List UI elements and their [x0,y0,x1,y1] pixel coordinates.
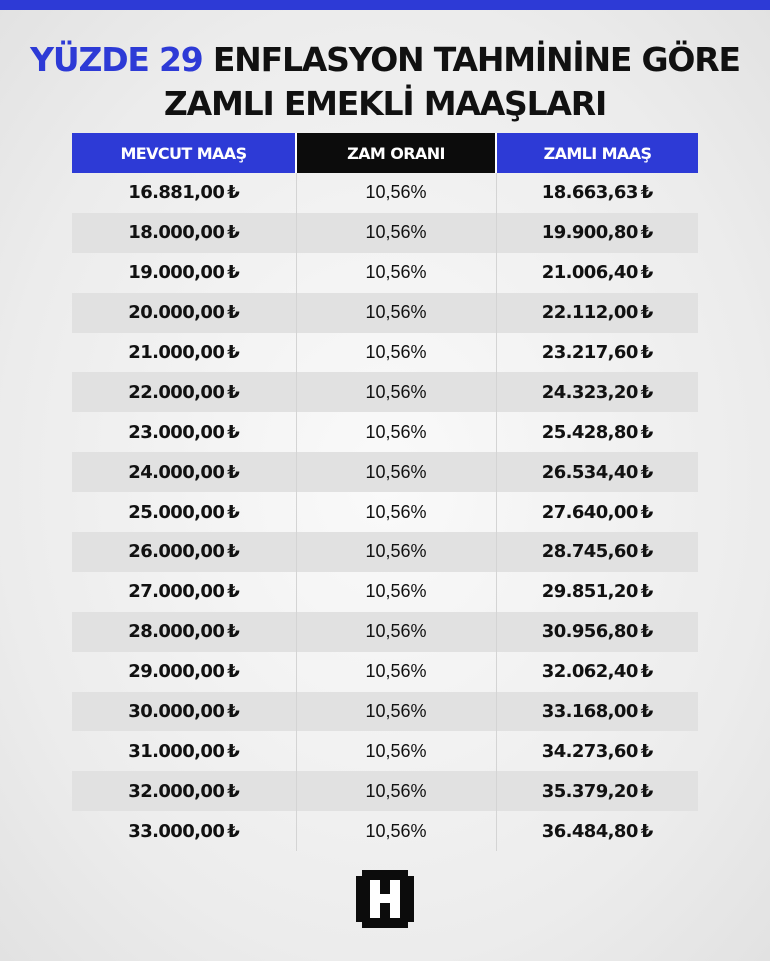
raised-salary-cell [496,532,698,572]
currency-symbol: ₺ [640,581,653,603]
currency-symbol: ₺ [227,461,240,483]
raise-rate-cell [296,731,496,771]
cell-value: 10,56% [365,222,427,243]
currency-symbol: ₺ [227,501,240,523]
cell-value: 28.745,60 [541,541,638,563]
cell-value: 32.000,00 [128,780,225,802]
raised-salary-cell [496,372,698,412]
cell-value: 10,56% [365,740,427,761]
cell-value: 30.956,80 [541,621,638,643]
currency-symbol: ₺ [640,501,653,523]
cell-value: 10,56% [365,780,427,801]
current-salary-cell [72,532,296,572]
cell-value: 29.851,20 [541,581,638,603]
header-current-salary: MEVCUT MAAŞ [72,133,296,173]
cell-value: 18.663,63 [541,182,638,204]
table-row [72,731,698,771]
currency-symbol: ₺ [227,621,240,643]
table-row [72,412,698,452]
raise-rate-cell [296,333,496,373]
currency-symbol: ₺ [227,701,240,723]
raise-rate-cell [296,811,496,851]
currency-symbol: ₺ [640,302,653,324]
currency-symbol: ₺ [227,182,240,204]
raise-rate-cell [296,452,496,492]
currency-symbol: ₺ [640,421,653,443]
current-salary-cell [72,293,296,333]
table-row [72,293,698,333]
table-row [72,771,698,811]
cell-value: 31.000,00 [128,740,225,762]
cell-value: 19.000,00 [128,262,225,284]
cell-value: 10,56% [365,820,427,841]
currency-symbol: ₺ [227,541,240,563]
raise-rate-cell [296,692,496,732]
cell-value: 22.000,00 [128,381,225,403]
cell-value: 26.000,00 [128,541,225,563]
currency-symbol: ₺ [640,262,653,284]
currency-symbol: ₺ [640,780,653,802]
currency-symbol: ₺ [227,820,240,842]
raised-salary-cell [496,612,698,652]
cell-value: 21.006,40 [541,262,638,284]
raised-salary-cell [496,253,698,293]
raise-rate-cell [296,532,496,572]
raised-salary-cell [496,652,698,692]
cell-value: 35.379,20 [541,780,638,802]
raised-salary-cell [496,452,698,492]
table-row [72,213,698,253]
cell-value: 33.168,00 [541,701,638,723]
currency-symbol: ₺ [227,581,240,603]
cell-value: 10,56% [365,182,427,203]
cell-value: 29.000,00 [128,661,225,683]
cell-value: 27.000,00 [128,581,225,603]
table-row [72,811,698,851]
cell-value: 36.484,80 [541,820,638,842]
raised-salary-cell [496,731,698,771]
current-salary-cell [72,333,296,373]
cell-value: 10,56% [365,661,427,682]
cell-value: 23.217,60 [541,342,638,363]
raise-rate-cell [296,372,496,412]
cell-value: 26.534,40 [541,461,638,483]
current-salary-cell [72,173,296,213]
table-row [72,692,698,732]
table-row [72,173,698,213]
current-salary-cell [72,692,296,732]
table-row [72,253,698,293]
cell-value: 10,56% [365,381,427,402]
raised-salary-cell [496,492,698,532]
raise-rate-cell [296,492,496,532]
currency-symbol: ₺ [640,820,653,842]
current-salary-cell [72,372,296,412]
currency-symbol: ₺ [227,302,240,324]
currency-symbol: ₺ [227,262,240,284]
table-body [72,173,698,851]
cell-value: 10,56% [365,701,427,722]
cell-value: 10,56% [365,541,427,562]
table-row [72,333,698,373]
cell-value: 22.112,00 [541,302,638,324]
cell-value: 10,56% [365,421,427,442]
cell-value: 34.273,60 [541,740,638,762]
current-salary-cell [72,811,296,851]
raise-rate-cell [296,771,496,811]
h-logo-icon [356,870,414,928]
header-raised-salary: ZAMLI MAAŞ [496,133,698,173]
title-rest: ENFLASYON TAHMİNİNE GÖRE [212,40,740,79]
cell-value: 30.000,00 [128,701,225,723]
currency-symbol: ₺ [640,222,653,244]
raise-rate-cell [296,213,496,253]
raised-salary-cell [496,771,698,811]
table-row [72,612,698,652]
raised-salary-cell [496,333,698,373]
current-salary-cell [72,213,296,253]
currency-symbol: ₺ [640,661,653,683]
cell-value: 10,56% [365,581,427,602]
cell-value: 16.881,00 [128,182,225,204]
current-salary-cell [72,771,296,811]
cell-value: 25.428,80 [541,421,638,443]
cell-value: 10,56% [365,621,427,642]
current-salary-cell [72,652,296,692]
cell-value: 10,56% [365,342,427,362]
currency-symbol: ₺ [640,461,653,483]
raise-rate-cell [296,572,496,612]
current-salary-cell [72,731,296,771]
currency-symbol: ₺ [640,740,653,762]
table-row [72,492,698,532]
cell-value: 25.000,00 [128,501,225,523]
cell-value: 23.000,00 [128,421,225,443]
current-salary-cell [72,253,296,293]
title-line-1 [0,38,770,82]
raised-salary-cell [496,572,698,612]
currency-symbol: ₺ [640,621,653,643]
title-accent: YÜZDE 29 [30,40,203,79]
raised-salary-cell [496,692,698,732]
cell-value: 21.000,00 [128,342,225,363]
cell-value: 28.000,00 [128,621,225,643]
cell-value: 24.000,00 [128,461,225,483]
currency-symbol: ₺ [227,421,240,443]
current-salary-cell [72,412,296,452]
cell-value: 32.062,40 [541,661,638,683]
top-accent-bar [0,0,770,10]
raise-rate-cell [296,652,496,692]
salary-table [72,133,698,851]
raised-salary-cell [496,173,698,213]
current-salary-cell [72,572,296,612]
raised-salary-cell [496,293,698,333]
cell-value: 10,56% [365,262,427,283]
title-line-2: ZAMLI EMEKLİ MAAŞLARI [163,84,607,123]
cell-value: 10,56% [365,461,427,482]
cell-value: 10,56% [365,302,427,323]
currency-symbol: ₺ [227,740,240,762]
current-salary-cell [72,492,296,532]
raise-rate-cell [296,293,496,333]
header-raise-rate: ZAM ORANI [296,133,496,173]
cell-value: 24.323,20 [541,381,638,403]
raised-salary-cell [496,412,698,452]
table-row [72,572,698,612]
currency-symbol: ₺ [227,780,240,802]
currency-symbol: ₺ [227,661,240,683]
currency-symbol: ₺ [227,342,240,363]
cell-value: 19.900,80 [541,222,638,244]
table-row [72,532,698,572]
table-header-row [72,133,698,173]
raised-salary-cell [496,213,698,253]
page-title [0,38,770,126]
currency-symbol: ₺ [640,381,653,403]
raised-salary-cell [496,811,698,851]
table-row [72,372,698,412]
currency-symbol: ₺ [640,701,653,723]
cell-value: 20.000,00 [128,302,225,324]
raise-rate-cell [296,253,496,293]
currency-symbol: ₺ [227,381,240,403]
raise-rate-cell [296,173,496,213]
table-row [72,652,698,692]
cell-value: 33.000,00 [128,820,225,842]
current-salary-cell [72,452,296,492]
currency-symbol: ₺ [227,222,240,244]
currency-symbol: ₺ [640,342,653,363]
cell-value: 18.000,00 [128,222,225,244]
table-row [72,452,698,492]
raise-rate-cell [296,612,496,652]
current-salary-cell [72,612,296,652]
currency-symbol: ₺ [640,541,653,563]
cell-value: 27.640,00 [541,501,638,523]
raise-rate-cell [296,412,496,452]
currency-symbol: ₺ [640,182,653,204]
cell-value: 10,56% [365,501,427,522]
